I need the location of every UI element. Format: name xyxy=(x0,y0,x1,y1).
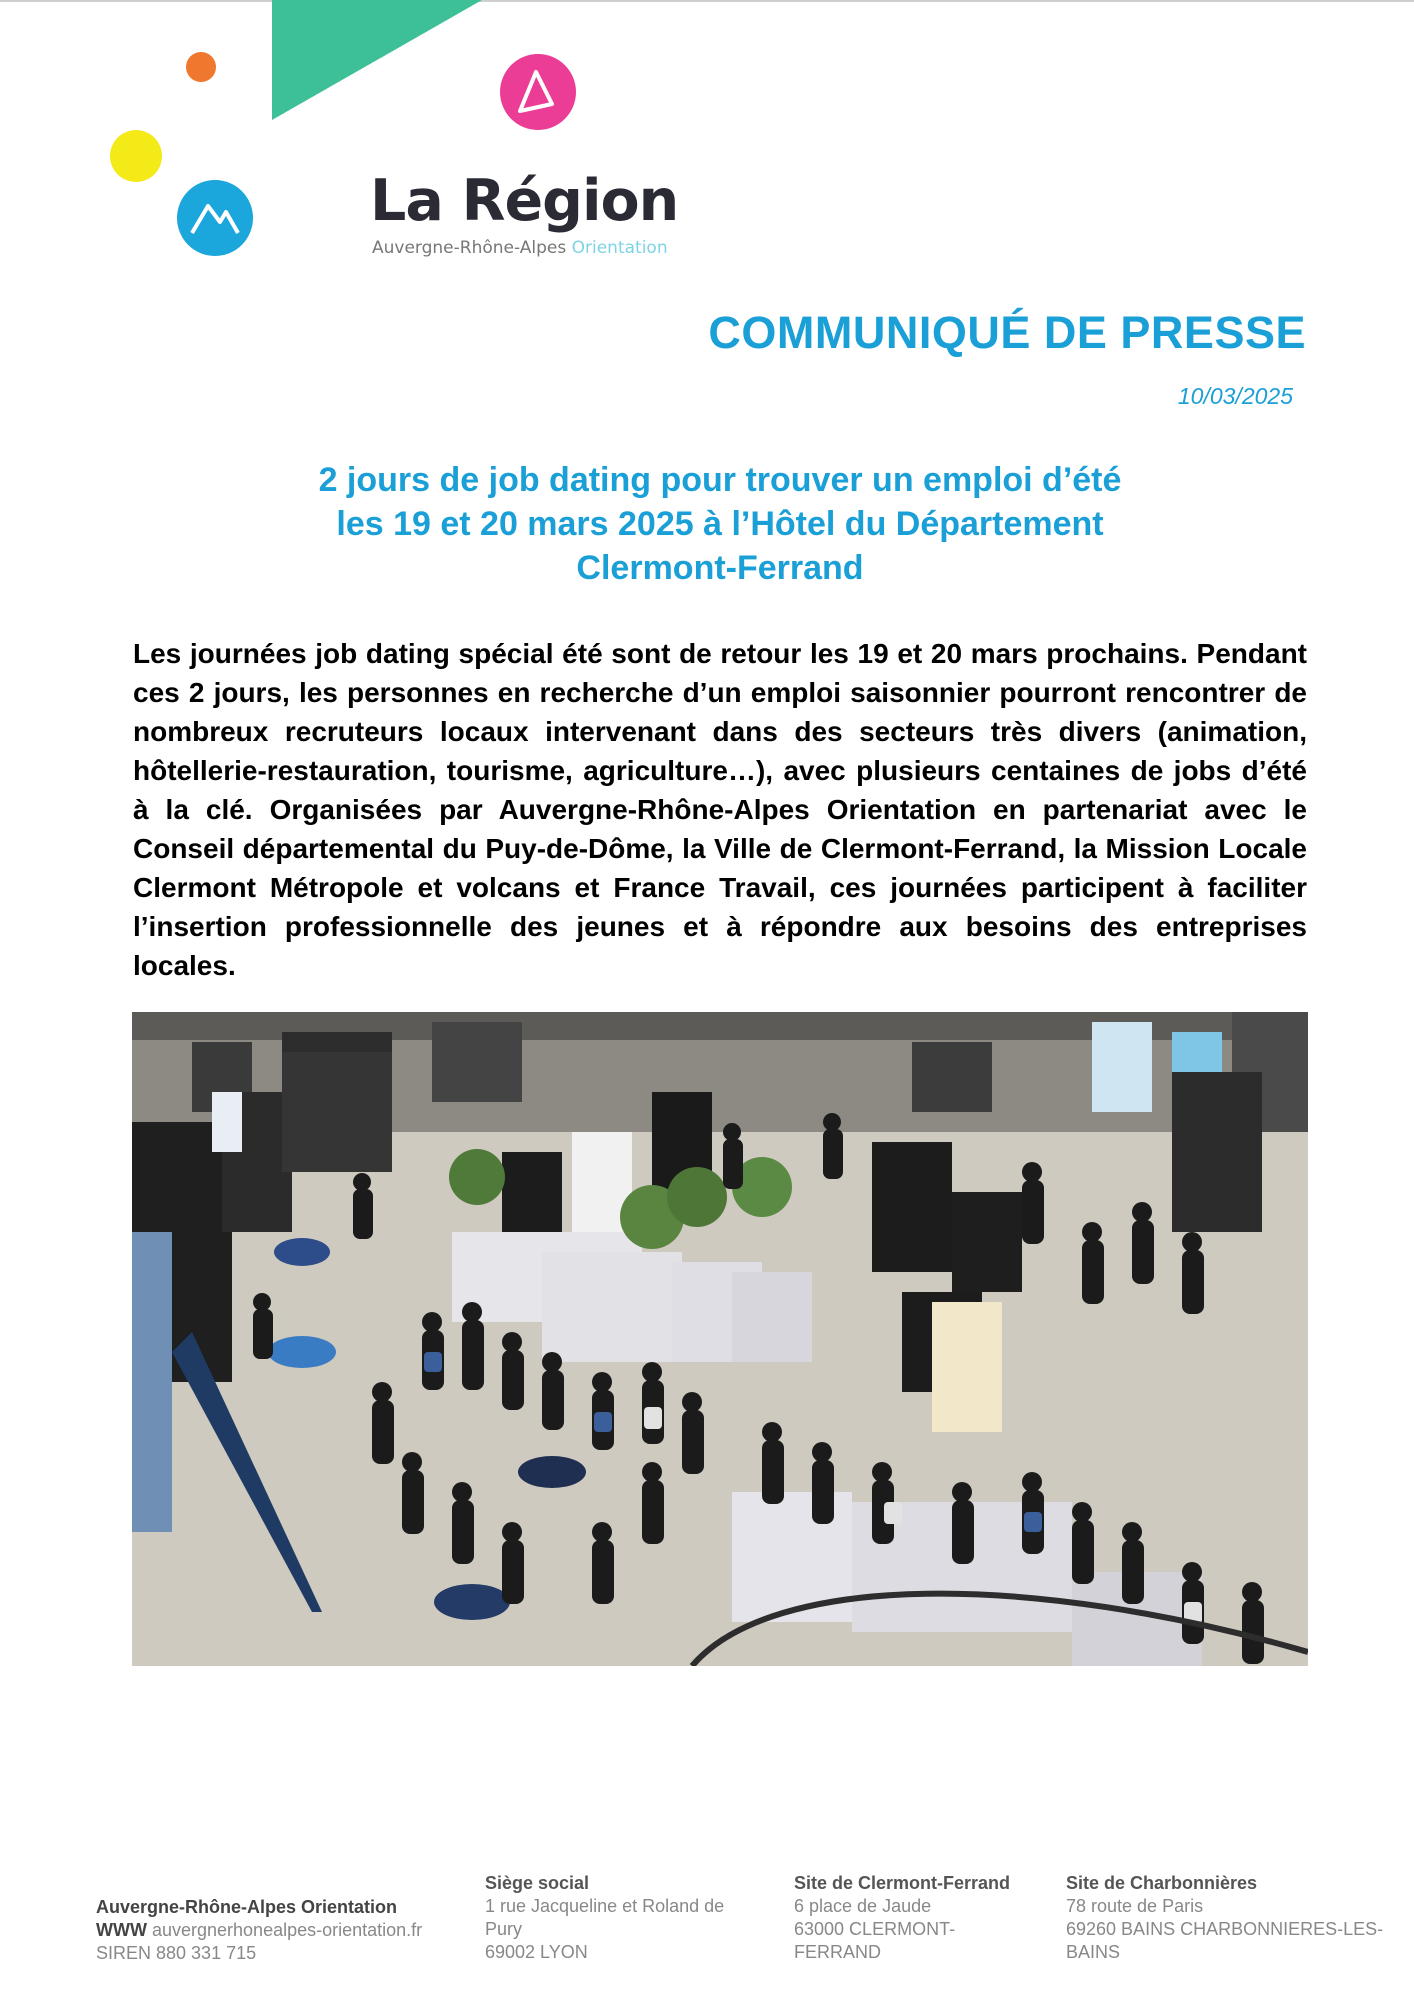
footer-siege-title: Siège social xyxy=(485,1873,590,1893)
yellow-dot-shape xyxy=(110,130,162,182)
logo-wordmark: La Région xyxy=(370,168,679,234)
footer-org-name: Auvergne-Rhône-Alpes Orientation xyxy=(96,1897,398,1917)
footer-siren: SIREN 880 331 715 xyxy=(96,1943,257,1963)
footer-siege-line-1: 1 rue Jacqueline et Roland de xyxy=(485,1896,725,1916)
logo-subtitle xyxy=(372,238,668,258)
footer-charbonnieres xyxy=(1066,1872,1383,1964)
footer-charbonnieres-line-1: 78 route de Paris xyxy=(1066,1896,1204,1916)
event-photo-illustration xyxy=(132,1012,1308,1666)
logo-subtitle-accent: Orientation xyxy=(571,238,668,258)
footer-charbonnieres-title: Site de Charbonnières xyxy=(1066,1873,1258,1893)
headline-line-3: Clermont-Ferrand xyxy=(576,549,864,587)
footer-clermont xyxy=(794,1872,1010,1964)
footer-charbonnieres-line-2: 69260 BAINS CHARBONNIERES-LES- xyxy=(1066,1919,1384,1939)
orange-dot-shape xyxy=(186,52,216,82)
document-date: 10/03/2025 xyxy=(1177,383,1293,409)
footer-clermont-line-1: 6 place de Jaude xyxy=(794,1896,932,1916)
headline xyxy=(140,458,1300,590)
logo-subtitle-main: Auvergne-Rhône-Alpes xyxy=(372,238,572,258)
footer-siege xyxy=(485,1872,724,1964)
la-region-logo xyxy=(100,0,679,270)
footer-www-label: WWW xyxy=(96,1920,147,1940)
footer-clermont-title: Site de Clermont-Ferrand xyxy=(794,1873,1011,1893)
event-photo xyxy=(132,1012,1308,1666)
footer-website-link[interactable]: auvergnerhonealpes-orientation.fr xyxy=(151,1920,423,1940)
footer-website-line xyxy=(96,1919,422,1942)
teal-triangle-shape xyxy=(272,0,482,120)
body-paragraph: Les journées job dating spécial été sont de retour les 19 et 20 mars prochains. Pendant ces 2 jours, les personnes en recherche d’un emploi saisonnier pourront rencontrer de nombreux recruteurs locaux intervenant dans des secteurs très divers (animation, hôtellerie-restauration, tourisme, agriculture…), avec plusieurs centaines de jobs d’été à la clé. Organisées par Auvergne-Rhône-Alpes Orientation en partenariat avec le Conseil départemental du Puy-de-Dôme, la Ville de Clermont-Ferrand, la Mission Locale Clermont Métropole et volcans et France Travail, ces journées participent à faciliter l’insertion professionnelle des jeunes et à répondre aux besoins des entreprises locales. xyxy=(133,638,1307,981)
footer-organization xyxy=(96,1896,422,1965)
footer-siege-line-3: 69002 LYON xyxy=(485,1942,588,1962)
document-type: COMMUNIQUÉ DE PRESSE xyxy=(708,307,1306,358)
footer-charbonnieres-line-3: BAINS xyxy=(1066,1942,1121,1962)
footer-clermont-line-3: FERRAND xyxy=(794,1942,882,1962)
magenta-circle-shape xyxy=(500,54,576,130)
headline-line-2: les 19 et 20 mars 2025 à l’Hôtel du Département xyxy=(336,505,1104,543)
headline-line-1: 2 jours de job dating pour trouver un emploi d’été xyxy=(318,461,1122,499)
footer-siege-line-2: Pury xyxy=(485,1919,523,1939)
footer-clermont-line-2: 63000 CLERMONT- xyxy=(794,1919,956,1939)
